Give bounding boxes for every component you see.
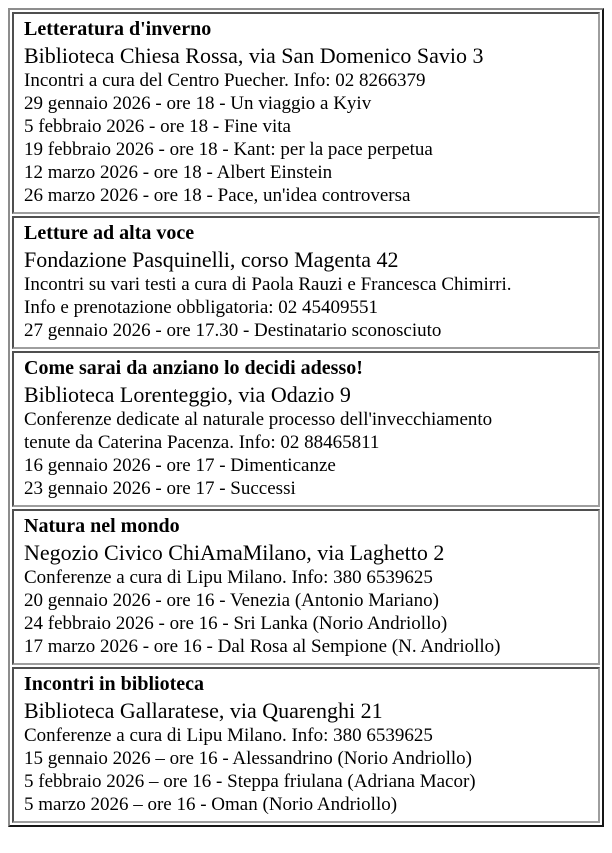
section-description-line: Incontri a cura del Centro Puecher. Info: 02 8266379 (24, 70, 426, 91)
event-line: 29 gennaio 2026 - ore 18 - Un viaggio a Kyiv (24, 93, 372, 114)
section-title: Letture ad alta voce (24, 222, 195, 244)
section-description-line: Conferenze a cura di Lipu Milano. Info: 380 6539625 (24, 725, 433, 746)
event-line: 19 febbraio 2026 - ore 18 - Kant: per la pace perpetua (24, 139, 433, 160)
events-table (8, 8, 604, 827)
event-line: 5 febbraio 2026 – ore 16 - Steppa friulana (Adriana Macor) (24, 771, 476, 792)
table-row (12, 667, 600, 823)
event-section-incontri-in-biblioteca (12, 667, 600, 823)
event-line: 24 febbraio 2026 - ore 16 - Sri Lanka (Norio Andriollo) (24, 613, 448, 634)
section-description-line: Info e prenotazione obbligatoria: 02 45409551 (24, 297, 379, 318)
section-description-line: Conferenze a cura di Lipu Milano. Info: 380 6539625 (24, 567, 433, 588)
section-venue: Biblioteca Chiesa Rossa, via San Domenico Savio 3 (24, 43, 484, 68)
event-section-come-sarai-da-anziano (12, 351, 600, 507)
event-line: 27 gennaio 2026 - ore 17.30 - Destinatario sconosciuto (24, 320, 442, 341)
section-venue: Fondazione Pasquinelli, corso Magenta 42 (24, 247, 399, 272)
event-line: 26 marzo 2026 - ore 18 - Pace, un'idea controversa (24, 185, 411, 206)
table-row (12, 351, 600, 507)
event-line: 16 gennaio 2026 - ore 17 - Dimenticanze (24, 455, 336, 476)
table-row (12, 12, 600, 214)
event-line: 17 marzo 2026 - ore 16 - Dal Rosa al Sempione (N. Andriollo) (24, 636, 501, 657)
event-section-letteratura-dinverno (12, 12, 600, 214)
event-section-letture-ad-alta-voce (12, 216, 600, 349)
section-description-line: Incontri su vari testi a cura di Paola Rauzi e Francesca Chimirri. (24, 274, 512, 295)
event-line: 20 gennaio 2026 - ore 16 - Venezia (Antonio Mariano) (24, 590, 439, 611)
section-venue: Negozio Civico ChiAmaMilano, via Laghetto 2 (24, 540, 445, 565)
section-venue: Biblioteca Gallaratese, via Quarenghi 21 (24, 698, 383, 723)
section-title: Come sarai da anziano lo decidi adesso! (24, 357, 363, 379)
event-line: 12 marzo 2026 - ore 18 - Albert Einstein (24, 162, 333, 183)
event-line: 5 febbraio 2026 - ore 18 - Fine vita (24, 116, 291, 137)
table-row (12, 216, 600, 349)
section-title: Letteratura d'inverno (24, 18, 212, 40)
section-title: Natura nel mondo (24, 515, 180, 537)
table-row (12, 509, 600, 665)
section-venue: Biblioteca Lorenteggio, via Odazio 9 (24, 382, 351, 407)
event-section-natura-nel-mondo (12, 509, 600, 665)
section-description-line: tenute da Caterina Pacenza. Info: 02 88465811 (24, 432, 380, 453)
section-description-line: Conferenze dedicate al naturale processo dell'invecchiamento (24, 409, 493, 430)
event-line: 15 gennaio 2026 – ore 16 - Alessandrino (Norio Andriollo) (24, 748, 473, 769)
event-line: 23 gennaio 2026 - ore 17 - Successi (24, 478, 296, 499)
event-line: 5 marzo 2026 – ore 16 - Oman (Norio Andriollo) (24, 794, 398, 815)
section-title: Incontri in biblioteca (24, 673, 205, 695)
